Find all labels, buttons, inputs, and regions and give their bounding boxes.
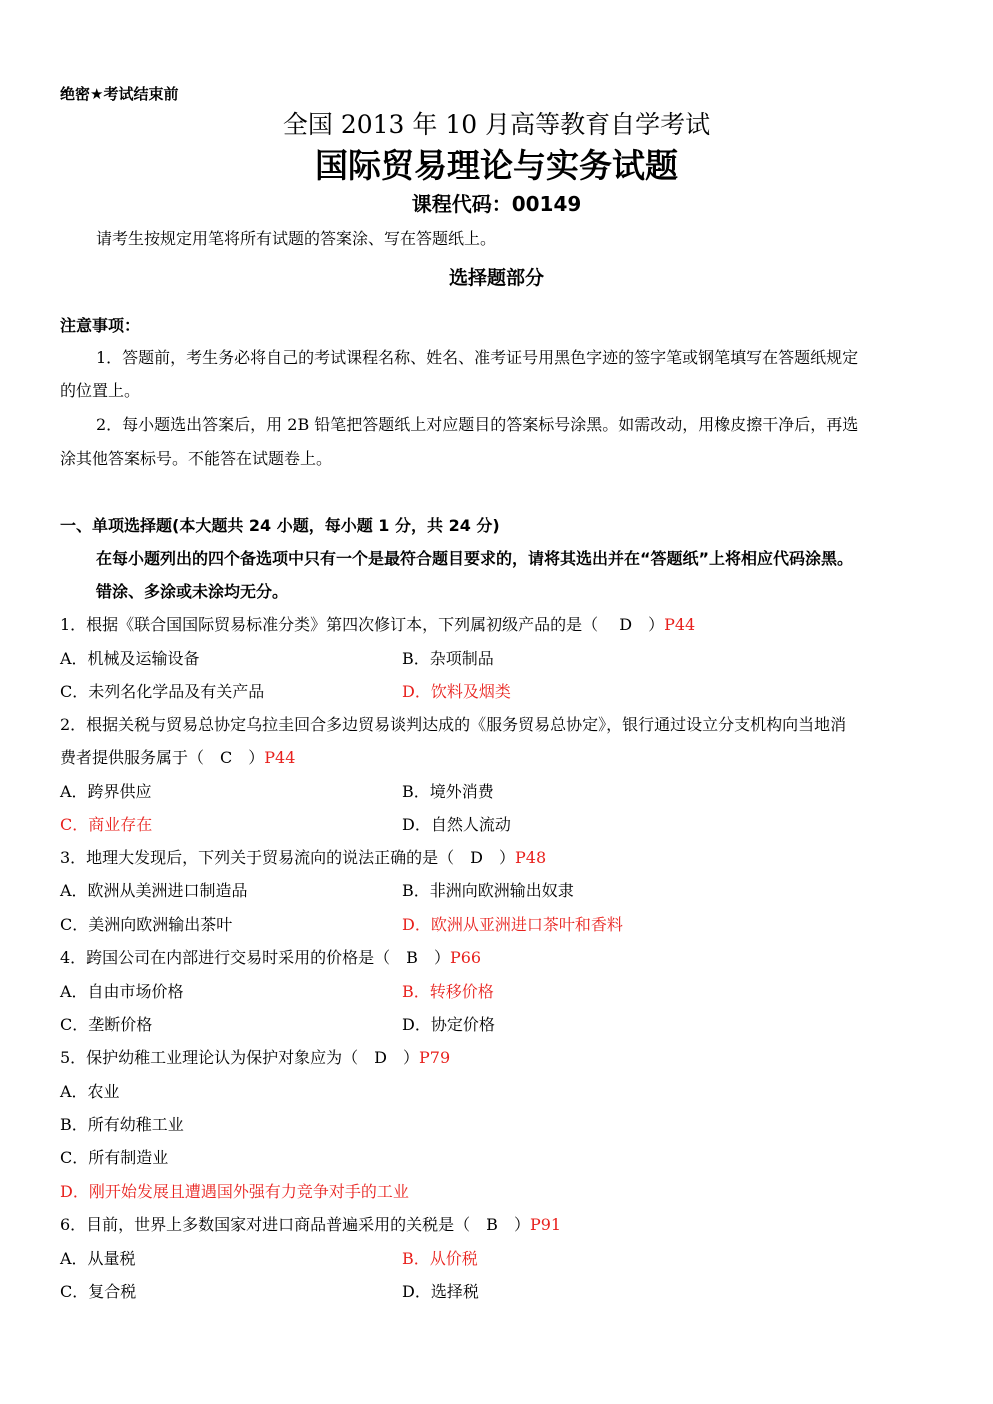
note-2-line-1: 2．每小题选出答案后，用 2B 铅笔把答题纸上对应题目的答案标号涂黑。如需改动，用橡皮擦干净后，再选 [96, 415, 859, 434]
question-1-stem [60, 615, 695, 635]
question-1-page-ref: P44 [664, 615, 696, 634]
question-6-option-c: C．复合税 [60, 1282, 137, 1301]
question-3-option-a: A．欧洲从美洲进口制造品 [60, 881, 248, 900]
question-2-page-ref: P44 [264, 748, 296, 767]
note-2-line-2: 涂其他答案标号。不能答在试题卷上。 [60, 449, 333, 468]
question-6-page-ref: P91 [529, 1215, 562, 1234]
question-3-page-ref: P48 [515, 848, 547, 867]
question-5-option-d-answer: D．刚开始发展且遭遇国外强有力竞争对手的工业 [60, 1182, 409, 1201]
question-4-stem [60, 948, 481, 968]
question-1-option-c: C．未列名化学品及有关产品 [60, 682, 265, 701]
question-6-option-b-answer: B．从价税 [402, 1249, 478, 1268]
note-1-line-2: 的位置上。 [60, 381, 141, 400]
question-1-option-b: B．杂项制品 [402, 649, 494, 668]
exam-header: 全国 2013 年 10 月高等教育自学考试 [282, 110, 711, 139]
question-4-page-ref: P66 [449, 948, 482, 967]
question-3-option-d-answer: D．欧洲从亚洲进口茶叶和香料 [402, 915, 623, 934]
question-3-stem [60, 848, 546, 868]
note-1-line-1: 1．答题前，考生务必将自己的考试课程名称、姓名、准考证号用黑色字迹的签字笔或钢笔填写在答题纸规定 [96, 348, 859, 367]
paper-title: 国际贸易理论与实务试题 [315, 146, 678, 185]
part-1-heading: 一、单项选择题(本大题共 24 小题，每小题 1 分，共 24 分) [60, 516, 500, 535]
question-5-option-b: B．所有幼稚工业 [60, 1115, 184, 1134]
question-2-option-d: D．自然人流动 [402, 815, 511, 834]
question-4-option-c: C．垄断价格 [60, 1015, 153, 1034]
question-4-text: 4．跨国公司在内部进行交易时采用的价格是（ B ） [60, 948, 450, 967]
question-6-option-a: A．从量税 [60, 1249, 136, 1268]
question-5-stem [60, 1048, 450, 1068]
question-4-option-d: D．协定价格 [402, 1015, 495, 1034]
question-5-option-a: A．农业 [60, 1082, 120, 1101]
part-1-desc-line-1: 在每小题列出的四个备选项中只有一个是最符合题目要求的，请将其选出并在“答题纸”上将相应代码涂黑。 [96, 549, 854, 568]
question-2-option-a: A．跨界供应 [60, 782, 152, 801]
notes-title: 注意事项： [60, 316, 141, 335]
confidential-label: 绝密★考试结束前 [60, 85, 179, 103]
question-6-text: 6．目前，世界上多数国家对进口商品普遍采用的关税是（ B ） [60, 1215, 530, 1234]
part-1-desc-line-2: 错涂、多涂或未涂均无分。 [96, 582, 289, 601]
course-code: 课程代码：00149 [411, 192, 582, 216]
question-5-option-c: C．所有制造业 [60, 1148, 169, 1167]
question-2-option-b: B．境外消费 [402, 782, 494, 801]
instruction: 请考生按规定用笔将所有试题的答案涂、写在答题纸上。 [96, 229, 497, 248]
question-2-stem-line-1: 2．根据关税与贸易总协定乌拉圭回合多边贸易谈判达成的《服务贸易总协定》，银行通过设立分支机构向当地消 [60, 715, 847, 734]
question-1-text: 1．根据《联合国国际贸易标准分类》第四次修订本，下列属初级产品的是（ D ） [60, 615, 665, 634]
question-6-option-d: D．选择税 [402, 1282, 479, 1301]
question-2-text: 费者提供服务属于（ C ） [60, 748, 265, 767]
question-6-stem [60, 1215, 561, 1235]
question-4-option-a: A．自由市场价格 [60, 982, 184, 1001]
question-5-page-ref: P79 [419, 1048, 451, 1067]
question-1-option-a: A．机械及运输设备 [60, 649, 200, 668]
question-2-option-c-answer: C．商业存在 [60, 815, 153, 834]
question-3-option-b: B．非洲向欧洲输出奴隶 [402, 881, 574, 900]
question-3-text: 3．地理大发现后，下列关于贸易流向的说法正确的是（ D ） [60, 848, 516, 867]
section-title: 选择题部分 [448, 267, 544, 289]
question-4-option-b-answer: B．转移价格 [402, 982, 494, 1001]
question-2-stem-line-2 [60, 748, 295, 768]
question-3-option-c: C．美洲向欧洲输出茶叶 [60, 915, 233, 934]
question-5-text: 5．保护幼稚工业理论认为保护对象应为（ D ） [60, 1048, 420, 1067]
question-1-option-d-answer: D．饮料及烟类 [402, 682, 511, 701]
